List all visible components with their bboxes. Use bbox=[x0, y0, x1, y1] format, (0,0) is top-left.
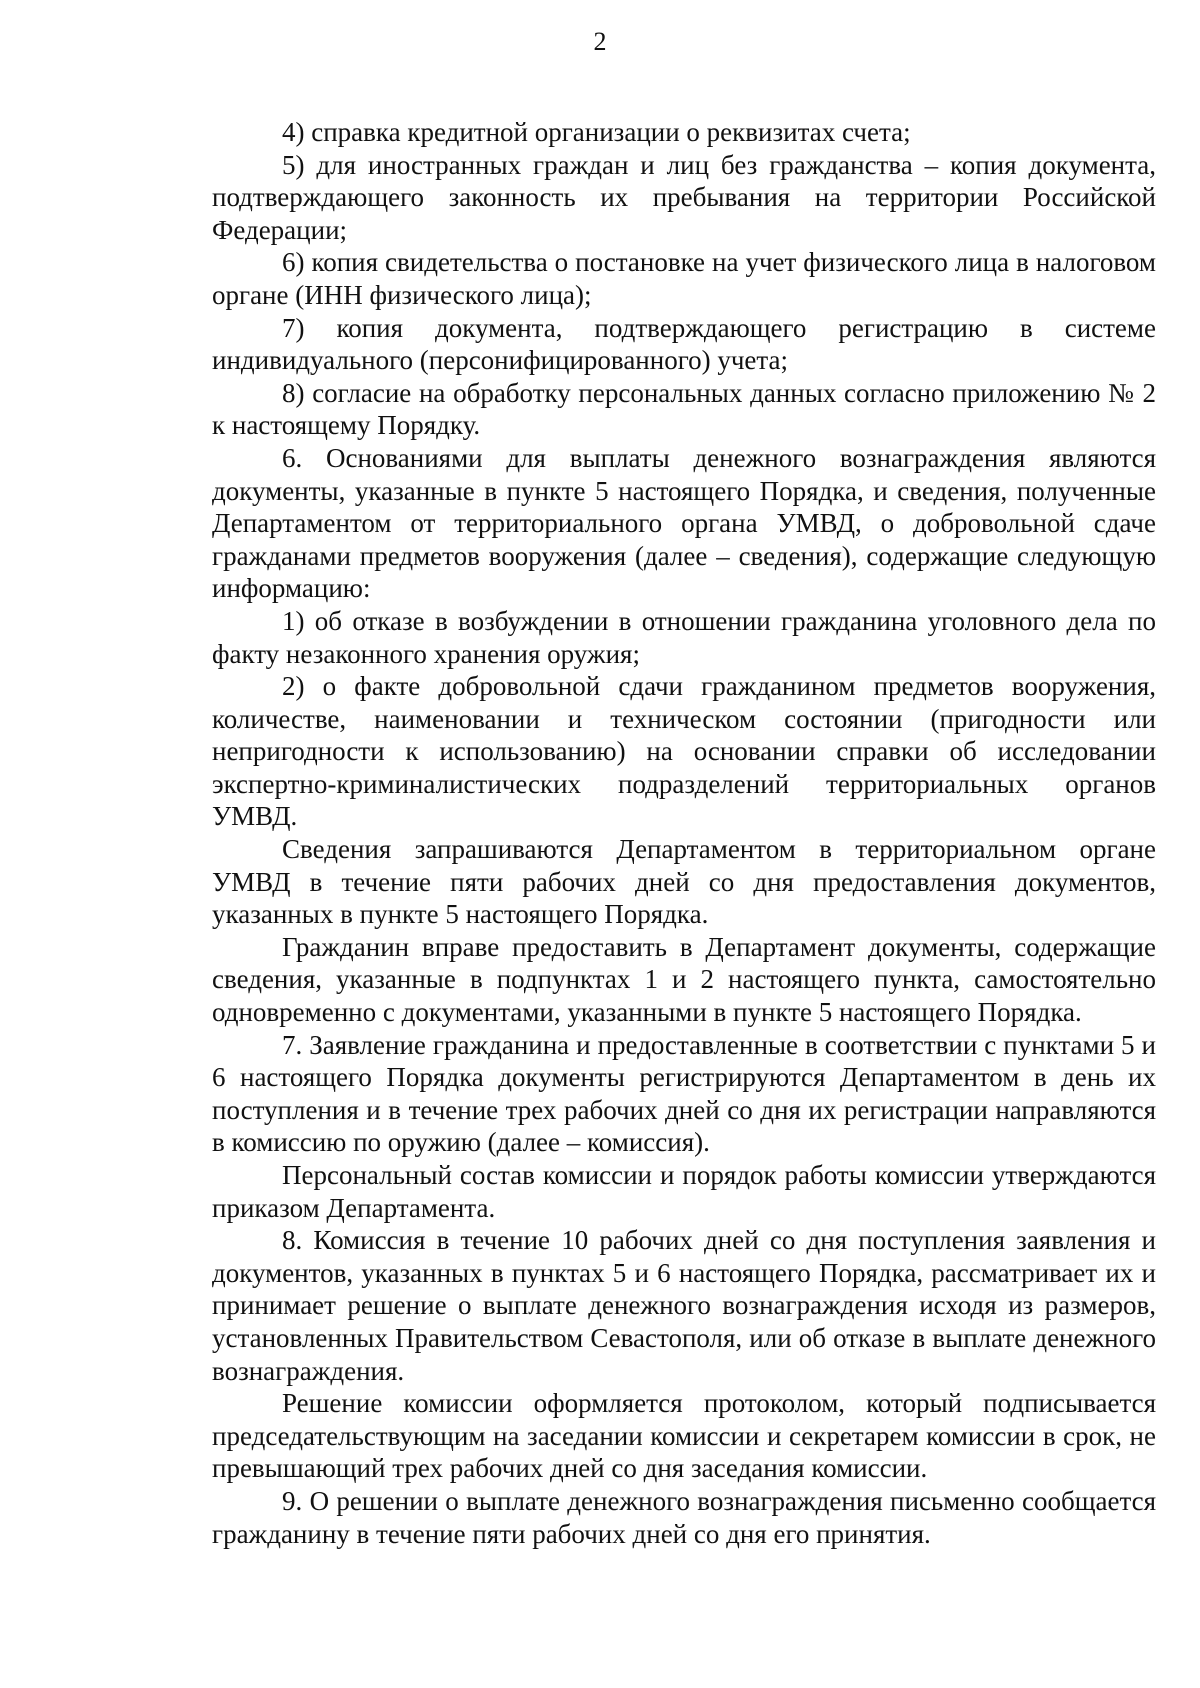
paragraph-section-6-item-2: 2) о факте добровольной сдачи гражданином предметов вооружения, количестве, наименовании и техническом состоянии (пригодности или непригодности к использованию) на основании справки об исследовании экспертно-криминалистических подразделений территориальных органов УМВД. bbox=[212, 671, 1156, 832]
paragraph-section-6-request: Сведения запрашиваются Департаментом в территориальном органе УМВД в течение пяти рабочих дней со дня предоставления документов, указанных в пункте 5 настоящего Порядка. bbox=[212, 834, 1156, 930]
paragraph-section-6-citizen-right: Гражданин вправе предоставить в Департамент документы, содержащие сведения, указанные в подпунктах 1 и 2 настоящего пункта, самостоятельно одновременно с документами, указанными в пункте 5 настоящего Порядка. bbox=[212, 931, 1156, 1028]
document-body bbox=[212, 116, 1156, 1550]
paragraph-section-7: 7. Заявление гражданина и предоставленные в соответствии с пунктами 5 и 6 настоящего Порядка документы регистрируются Департаментом в день их поступления и в течение трех рабочих дней со дня их регистрации направляются в комиссию по оружию (далее – комиссия). bbox=[212, 1029, 1156, 1158]
paragraph-item-7: 7) копия документа, подтверждающего регистрацию в системе индивидуального (персонифицированного) учета; bbox=[212, 312, 1156, 376]
paragraph-section-7-commission: Персональный состав комиссии и порядок работы комиссии утверждаются приказом Департамента. bbox=[212, 1160, 1156, 1223]
paragraph-item-4: 4) справка кредитной организации о реквизитах счета; bbox=[282, 117, 911, 147]
paragraph-section-6-item-1: 1) об отказе в возбуждении в отношении гражданина уголовного дела по факту незаконного хранения оружия; bbox=[212, 605, 1156, 669]
paragraph-section-6: 6. Основаниями для выплаты денежного вознаграждения являются документы, указанные в пункте 5 настоящего Порядка, и сведения, полученные Департаментом от территориального органа УМВД, о добровольной сдаче гражданами предметов вооружения (далее – сведения), содержащие следующую информацию: bbox=[212, 442, 1156, 604]
paragraph-section-8: 8. Комиссия в течение 10 рабочих дней со дня поступления заявления и документов, указанных в пунктах 5 и 6 настоящего Порядка, рассматривает их и принимает решение о выплате денежного вознаграждения исходя из размеров, установленных Правительством Севастополя, или об отказе в выплате денежного вознаграждения. bbox=[212, 1225, 1156, 1386]
paragraph-section-9: 9. О решении о выплате денежного вознаграждения письменно сообщается гражданину в течение пяти рабочих дней со дня его принятия. bbox=[212, 1485, 1156, 1549]
paragraph-section-8-protocol: Решение комиссии оформляется протоколом, который подписывается председательствующим на заседании комиссии и секретарем комиссии в срок, не превышающий трех рабочих дней со дня заседания комиссии. bbox=[212, 1388, 1156, 1484]
paragraph-item-5: 5) для иностранных граждан и лиц без гражданства – копия документа, подтверждающего законность их пребывания на территории Российской Федерации; bbox=[212, 149, 1156, 245]
paragraph-item-8: 8) согласие на обработку персональных данных согласно приложению № 2 к настоящему Порядку. bbox=[212, 377, 1156, 441]
paragraph-item-6: 6) копия свидетельства о постановке на учет физического лица в налоговом органе (ИНН физического лица); bbox=[212, 247, 1156, 310]
page-number: 2 bbox=[593, 27, 607, 56]
